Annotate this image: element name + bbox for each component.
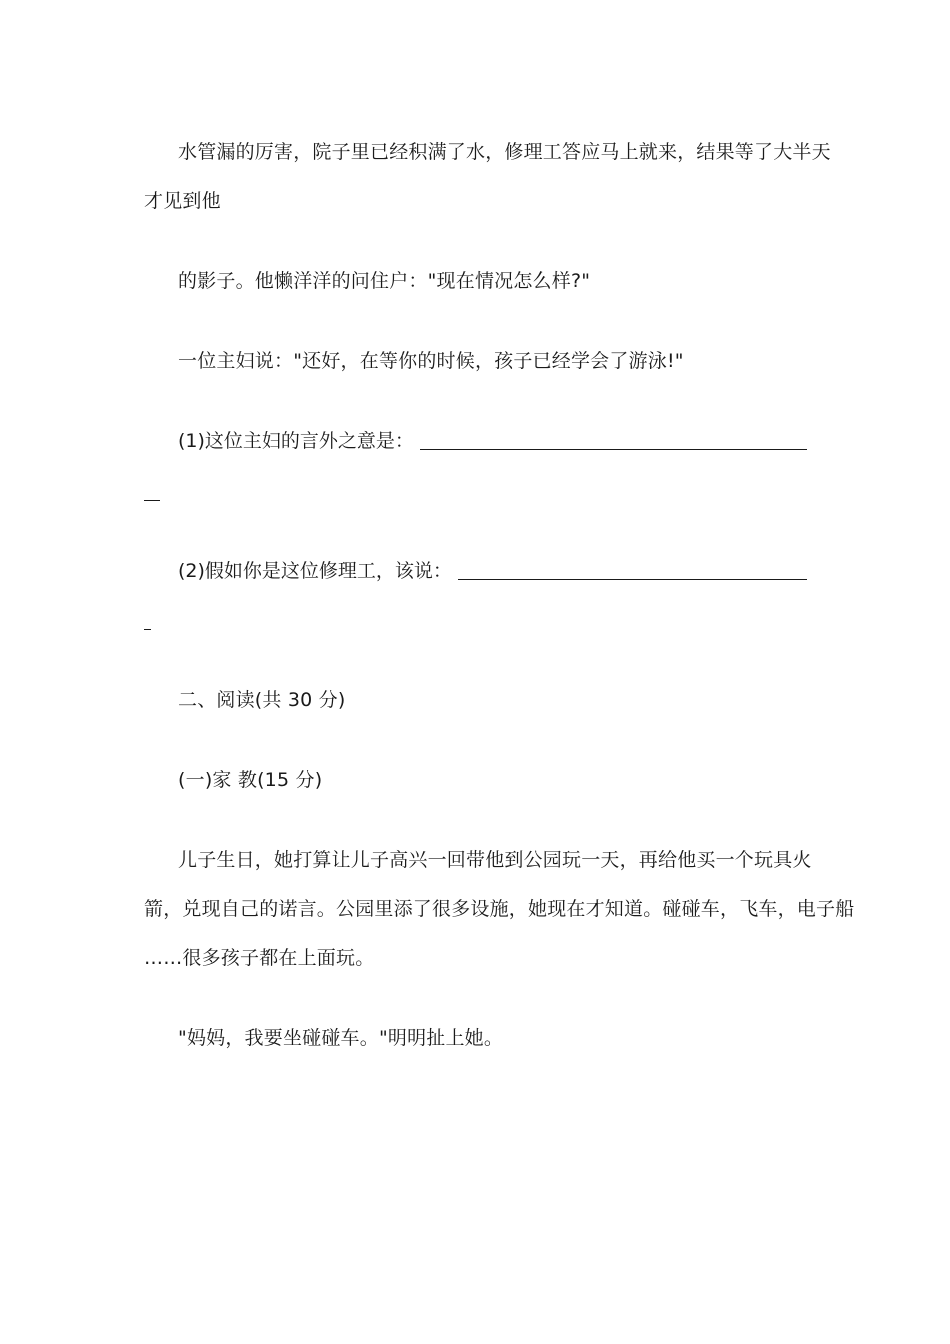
- answer-blank-1-continuation[interactable]: [144, 499, 160, 501]
- question-1-label: (1)这位主妇的言外之意是：: [178, 430, 414, 452]
- question-2: [178, 558, 807, 584]
- paragraph-line: 水管漏的厉害，院子里已经积满了水，修理工答应马上就来，结果等了大半天: [178, 141, 831, 163]
- paragraph: "妈妈，我要坐碰碰车。"明明扯上她。: [178, 1027, 504, 1049]
- paragraph-line: 才见到他: [144, 190, 221, 212]
- paragraph-line: 箭，兑现自己的诺言。公园里添了很多设施，她现在才知道。碰碰车，飞车，电子船: [144, 898, 855, 920]
- question-1: [178, 428, 807, 454]
- paragraph-line: ……很多孩子都在上面玩。: [144, 947, 375, 969]
- subsection-heading: (一)家 教(15 分): [178, 769, 323, 791]
- answer-blank-2[interactable]: [458, 578, 807, 580]
- question-2-label: (2)假如你是这位修理工，该说：: [178, 560, 452, 582]
- paragraph: 的影子。他懒洋洋的问住户："现在情况怎么样?": [178, 270, 591, 292]
- paragraph-line: 儿子生日，她打算让儿子高兴一回带他到公园玩一天，再给他买一个玩具火: [178, 849, 812, 871]
- answer-blank-1[interactable]: [420, 448, 807, 450]
- section-heading: 二、阅读(共 30 分): [178, 689, 346, 711]
- paragraph: 一位主妇说："还好，在等你的时候，孩子已经学会了游泳!": [178, 350, 684, 372]
- answer-blank-2-continuation[interactable]: [144, 628, 151, 630]
